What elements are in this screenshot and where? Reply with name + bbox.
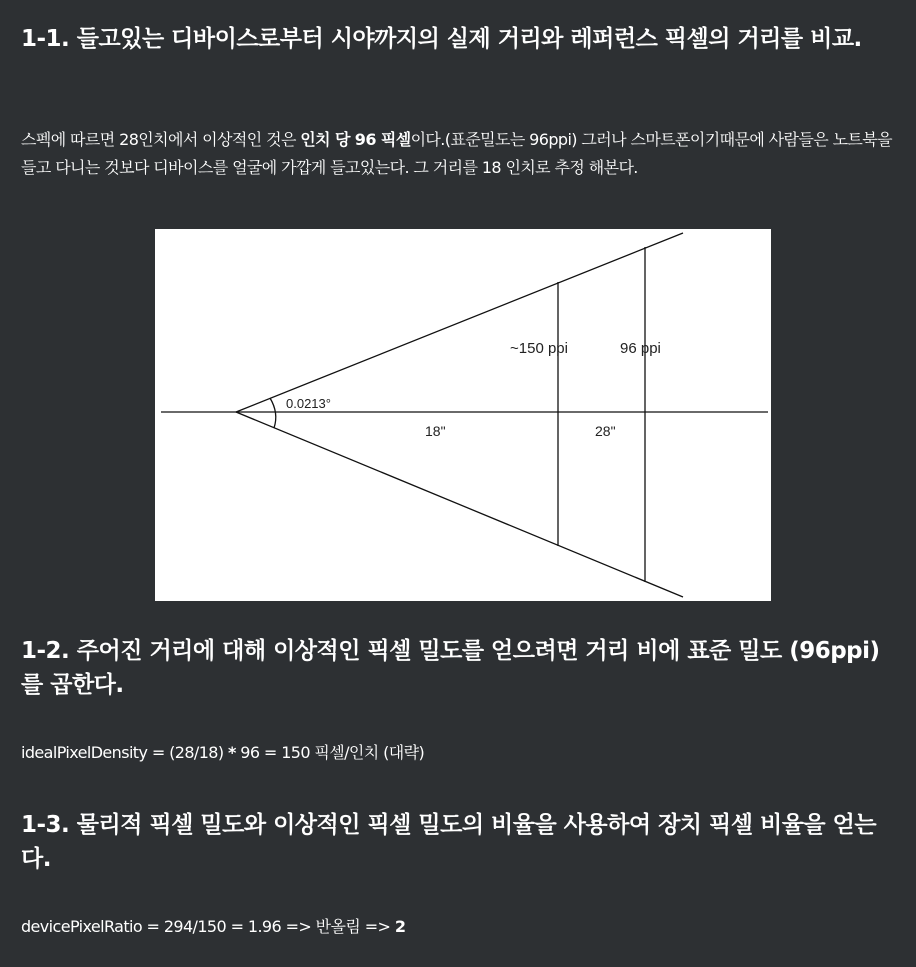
section-2-formula-text-a: idealPixelDensity = (28/18) [21,743,228,762]
section-1-heading: 1-1. 들고있는 디바이스로부터 시야까지의 실제 거리와 레퍼런스 픽셀의 거리를 비교. [21,26,862,52]
section-1-text-b: 이다.(표준밀도는 96ppi) 그러나 스마트폰이기때문에 사람들은 노트북을 들고 다니는 것보다 디바이스를 얼굴에 가깝게 들고있는다. 그 거리를 18 인치로 추정 해본다. [21,130,892,177]
section-3-formula [21,913,405,941]
lower-sight-line [236,412,683,597]
section-2-formula [21,739,424,767]
ppi-96-label: 96 ppi [620,340,661,357]
viewing-angle-figure [155,229,771,601]
ppi-150-label: ~150 ppi [510,340,568,357]
upper-sight-line [236,233,683,412]
section-1-text-a: 스펙에 따르면 28인치에서 이상적인 것은 [21,130,301,149]
section-2-formula-text-b: 96 = 150 픽셀/인치 (대략) [235,743,425,762]
distance-28-label: 28" [595,423,616,439]
angle-arc [270,398,276,428]
section-3-formula-result: 2 [394,917,406,936]
section-3-formula-text: devicePixelRatio = 294/150 = 1.96 => 반올림 => [21,917,395,936]
distance-18-label: 18" [425,423,446,439]
section-1-bold-text: 인치 당 96 픽셀 [300,130,411,149]
section-2-formula-operator: * [228,743,236,762]
viewing-distance-diagram [155,229,771,601]
angle-label: 0.0213° [286,396,331,411]
section-1-paragraph [21,126,896,182]
section-2-heading: 1-2. 주어진 거리에 대해 이상적인 픽셀 밀도를 얻으려면 거리 비에 표준 밀도 (96ppi)를 곱한다. [21,638,880,698]
section-3-heading: 1-3. 물리적 픽셀 밀도와 이상적인 픽셀 밀도의 비율을 사용하여 장치 픽셀 비율을 얻는다. [21,812,877,872]
